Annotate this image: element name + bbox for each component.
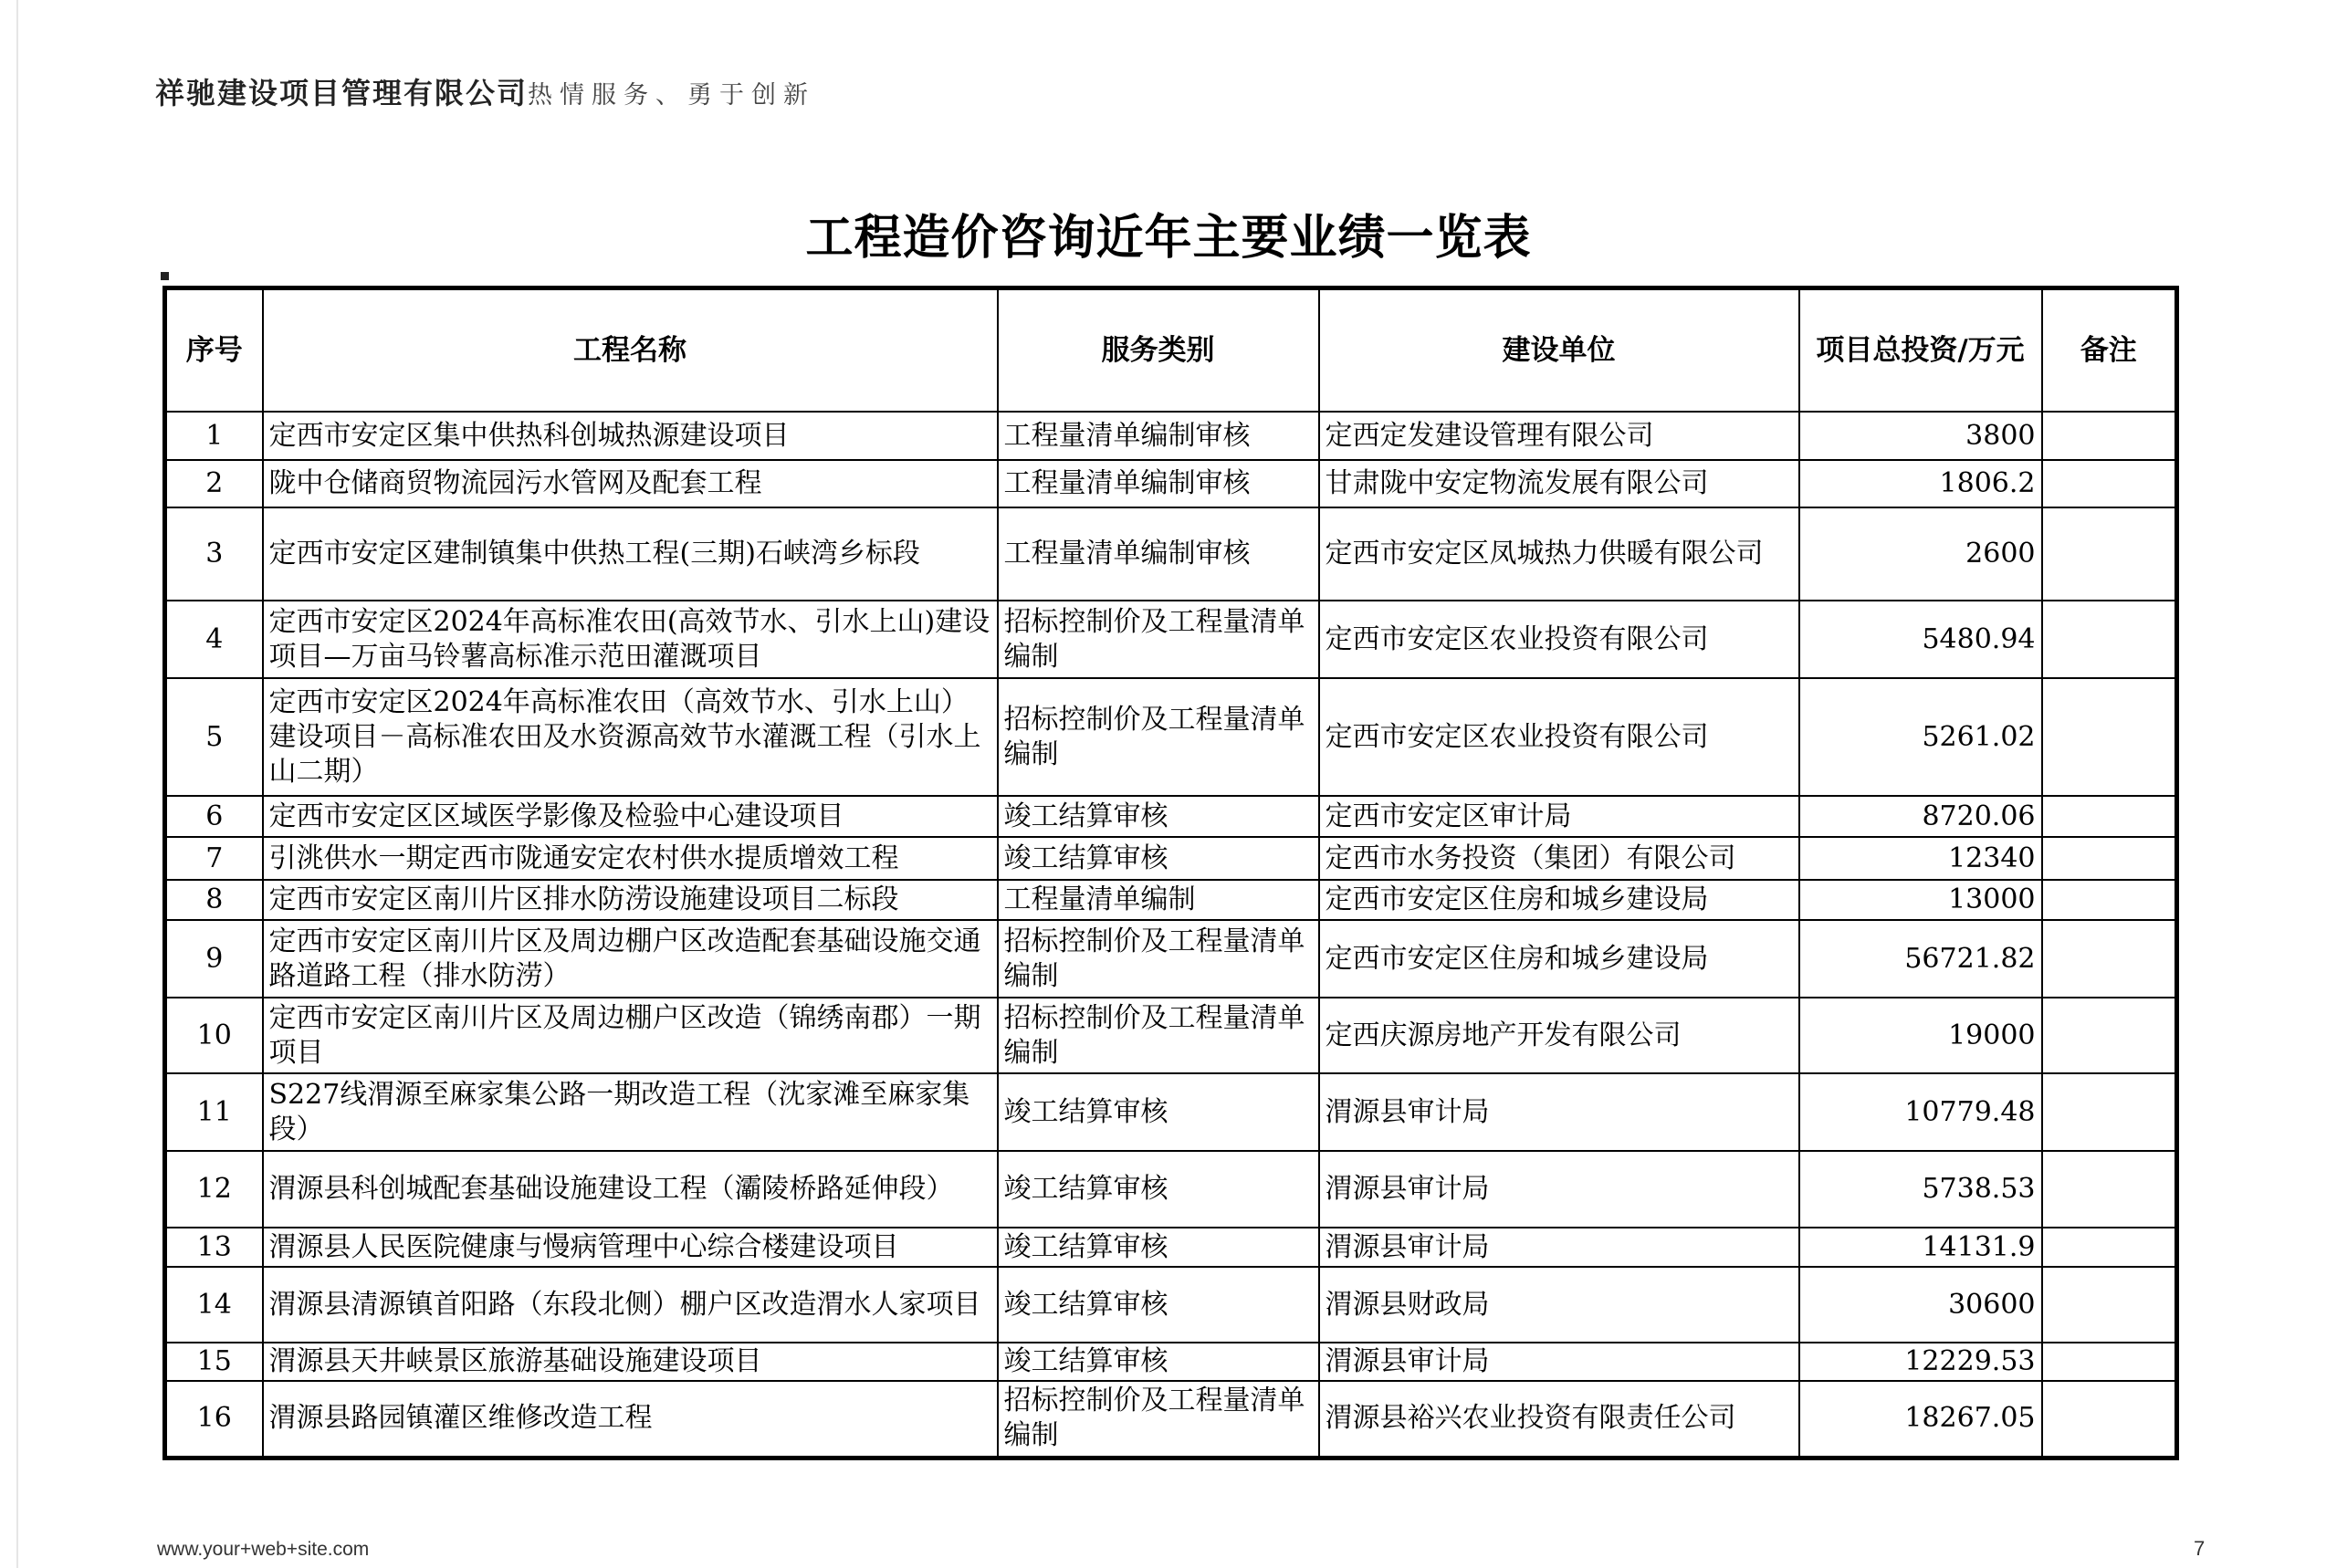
cell-construction-unit: 渭源县裕兴农业投资有限责任公司 [1319, 1381, 1799, 1458]
table-row [165, 460, 2177, 507]
table-row [165, 1267, 2177, 1343]
cell-service-type: 竣工结算审核 [998, 1267, 1319, 1343]
cell-no: 6 [165, 796, 263, 837]
cell-service-type: 竣工结算审核 [998, 1343, 1319, 1381]
table-row [165, 1343, 2177, 1381]
cell-no: 16 [165, 1381, 263, 1458]
cell-total-investment: 10779.48 [1799, 1073, 2042, 1151]
cell-project-name: 定西市安定区2024年高标准农田(高效节水、引水上山)建设项目—万亩马铃薯高标准示范田灌溉项目 [263, 601, 998, 678]
cell-construction-unit: 渭源县审计局 [1319, 1228, 1799, 1267]
cell-remark [2042, 1343, 2177, 1381]
document-title: 工程造价咨询近年主要业绩一览表 [805, 210, 1532, 266]
page-number: 7 [2194, 1537, 2206, 1560]
cell-service-type: 工程量清单编制审核 [998, 460, 1319, 507]
cell-remark [2042, 1073, 2177, 1151]
cell-remark [2042, 1228, 2177, 1267]
cell-service-type: 竣工结算审核 [998, 1151, 1319, 1228]
cell-project-name: 渭源县天井峡景区旅游基础设施建设项目 [263, 1343, 998, 1381]
cell-service-type: 工程量清单编制 [998, 880, 1319, 920]
table-row [165, 998, 2177, 1073]
table-header-row [165, 288, 2177, 413]
table-row [165, 1228, 2177, 1267]
cell-construction-unit: 定西市安定区住房和城乡建设局 [1319, 880, 1799, 920]
cell-service-type: 招标控制价及工程量清单编制 [998, 998, 1319, 1073]
header-remark: 备注 [2042, 288, 2177, 413]
cell-service-type: 招标控制价及工程量清单编制 [998, 1381, 1319, 1458]
cell-total-investment: 5738.53 [1799, 1151, 2042, 1228]
cell-total-investment: 14131.9 [1799, 1228, 2042, 1267]
table-row [165, 920, 2177, 998]
header-construction-unit: 建设单位 [1319, 288, 1799, 413]
cell-project-name: 渭源县人民医院健康与慢病管理中心综合楼建设项目 [263, 1228, 998, 1267]
cell-total-investment: 18267.05 [1799, 1381, 2042, 1458]
header-project-name: 工程名称 [263, 288, 998, 413]
cell-remark [2042, 880, 2177, 920]
cell-total-investment: 13000 [1799, 880, 2042, 920]
cell-remark [2042, 920, 2177, 998]
cell-total-investment: 3800 [1799, 412, 2042, 460]
cell-remark [2042, 837, 2177, 880]
cell-remark [2042, 1267, 2177, 1343]
cell-project-name: 定西市安定区集中供热科创城热源建设项目 [263, 412, 998, 460]
cell-total-investment: 30600 [1799, 1267, 2042, 1343]
cell-total-investment: 12340 [1799, 837, 2042, 880]
cell-project-name: 定西市安定区建制镇集中供热工程(三期)石峡湾乡标段 [263, 507, 998, 601]
table-row [165, 796, 2177, 837]
cell-remark [2042, 1381, 2177, 1458]
cell-service-type: 工程量清单编制审核 [998, 412, 1319, 460]
cell-project-name: 渭源县清源镇首阳路（东段北侧）棚户区改造渭水人家项目 [263, 1267, 998, 1343]
page-header [155, 71, 815, 120]
cell-construction-unit: 甘肃陇中安定物流发展有限公司 [1319, 460, 1799, 507]
cell-project-name: 定西市安定区南川片区及周边棚户区改造配套基础设施交通路道路工程（排水防涝） [263, 920, 998, 998]
cell-project-name: 渭源县路园镇灌区维修改造工程 [263, 1381, 998, 1458]
cell-total-investment: 56721.82 [1799, 920, 2042, 998]
cell-service-type: 招标控制价及工程量清单编制 [998, 678, 1319, 796]
table-row [165, 1151, 2177, 1228]
cell-remark [2042, 507, 2177, 601]
cell-no: 2 [165, 460, 263, 507]
cell-no: 11 [165, 1073, 263, 1151]
cell-total-investment: 1806.2 [1799, 460, 2042, 507]
cell-project-name: 定西市安定区南川片区排水防涝设施建设项目二标段 [263, 880, 998, 920]
cell-remark [2042, 460, 2177, 507]
cell-construction-unit: 定西市水务投资（集团）有限公司 [1319, 837, 1799, 880]
table-row [165, 1381, 2177, 1458]
table-row [165, 412, 2177, 460]
cell-no: 15 [165, 1343, 263, 1381]
cell-construction-unit: 渭源县财政局 [1319, 1267, 1799, 1343]
cell-no: 14 [165, 1267, 263, 1343]
cell-project-name: S227线渭源至麻家集公路一期改造工程（沈家滩至麻家集段） [263, 1073, 998, 1151]
cell-no: 4 [165, 601, 263, 678]
cell-total-investment: 12229.53 [1799, 1343, 2042, 1381]
company-slogan: 热情服务、勇于创新 [528, 81, 816, 110]
cell-project-name: 引洮供水一期定西市陇通安定农村供水提质增效工程 [263, 837, 998, 880]
cell-project-name: 定西市安定区南川片区及周边棚户区改造（锦绣南郡）一期项目 [263, 998, 998, 1073]
table-row [165, 507, 2177, 601]
cell-construction-unit: 定西市安定区住房和城乡建设局 [1319, 920, 1799, 998]
cell-remark [2042, 601, 2177, 678]
cell-remark [2042, 796, 2177, 837]
footer-website: www.your+web+site.com [157, 1539, 370, 1560]
cell-construction-unit: 定西定发建设管理有限公司 [1319, 412, 1799, 460]
cell-no: 1 [165, 412, 263, 460]
cell-service-type: 竣工结算审核 [998, 1073, 1319, 1151]
cell-no: 12 [165, 1151, 263, 1228]
cell-construction-unit: 渭源县审计局 [1319, 1151, 1799, 1228]
cell-construction-unit: 定西市安定区农业投资有限公司 [1319, 678, 1799, 796]
cell-no: 10 [165, 998, 263, 1073]
table-row [165, 837, 2177, 880]
cell-construction-unit: 定西市安定区农业投资有限公司 [1319, 601, 1799, 678]
cell-construction-unit: 定西市安定区审计局 [1319, 796, 1799, 837]
cell-total-investment: 8720.06 [1799, 796, 2042, 837]
performance-table [162, 286, 2179, 1460]
cell-service-type: 竣工结算审核 [998, 1228, 1319, 1267]
cell-no: 7 [165, 837, 263, 880]
cell-no: 13 [165, 1228, 263, 1267]
cell-project-name: 定西市安定区区域医学影像及检验中心建设项目 [263, 796, 998, 837]
table-row [165, 1073, 2177, 1151]
header-no: 序号 [165, 288, 263, 413]
cell-total-investment: 5261.02 [1799, 678, 2042, 796]
cell-service-type: 招标控制价及工程量清单编制 [998, 601, 1319, 678]
header-service-type: 服务类别 [998, 288, 1319, 413]
header-total-investment: 项目总投资/万元 [1799, 288, 2042, 413]
cell-construction-unit: 定西市安定区凤城热力供暖有限公司 [1319, 507, 1799, 601]
cell-remark [2042, 1151, 2177, 1228]
cell-project-name: 定西市安定区2024年高标准农田（高效节水、引水上山）建设项目－高标准农田及水资源高效节水灌溉工程（引水上山二期） [263, 678, 998, 796]
cell-service-type: 竣工结算审核 [998, 796, 1319, 837]
cell-remark [2042, 678, 2177, 796]
table-row [165, 880, 2177, 920]
cell-no: 9 [165, 920, 263, 998]
cell-remark [2042, 998, 2177, 1073]
cell-no: 3 [165, 507, 263, 601]
cell-total-investment: 19000 [1799, 998, 2042, 1073]
cell-total-investment: 5480.94 [1799, 601, 2042, 678]
table-corner-mark [161, 272, 169, 280]
cell-project-name: 渭源县科创城配套基础设施建设工程（灞陵桥路延伸段） [263, 1151, 998, 1228]
cell-no: 8 [165, 880, 263, 920]
company-name: 祥驰建设项目管理有限公司 [155, 76, 529, 110]
cell-total-investment: 2600 [1799, 507, 2042, 601]
cell-service-type: 招标控制价及工程量清单编制 [998, 920, 1319, 998]
cell-remark [2042, 412, 2177, 460]
cell-service-type: 工程量清单编制审核 [998, 507, 1319, 601]
cell-project-name: 陇中仓储商贸物流园污水管网及配套工程 [263, 460, 998, 507]
table-row [165, 601, 2177, 678]
table-row [165, 678, 2177, 796]
cell-construction-unit: 渭源县审计局 [1319, 1343, 1799, 1381]
cell-construction-unit: 渭源县审计局 [1319, 1073, 1799, 1151]
cell-construction-unit: 定西庆源房地产开发有限公司 [1319, 998, 1799, 1073]
cell-no: 5 [165, 678, 263, 796]
cell-service-type: 竣工结算审核 [998, 837, 1319, 880]
